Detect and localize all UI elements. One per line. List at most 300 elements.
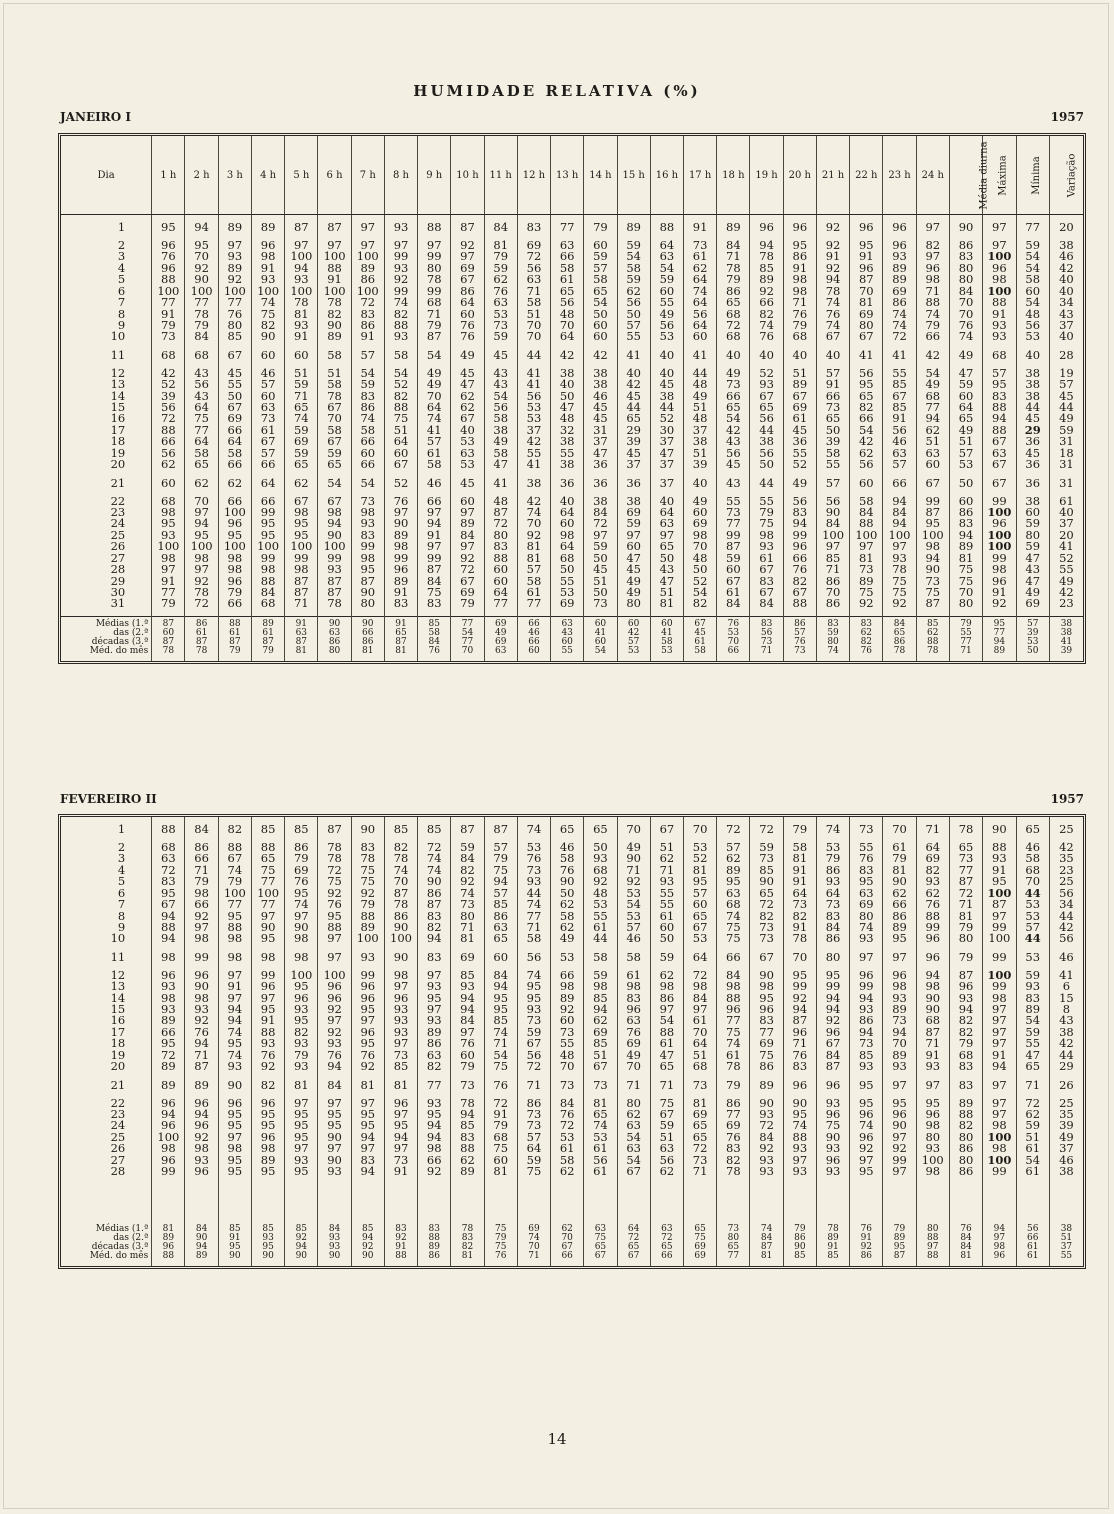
value-cell: 97 bbox=[384, 1109, 417, 1120]
value-cell: 58 bbox=[551, 853, 584, 864]
value-cell: 76 bbox=[152, 251, 185, 262]
value-cell: 73 bbox=[584, 1073, 617, 1098]
value-cell: 83 bbox=[949, 1073, 982, 1098]
value-cell: 92 bbox=[451, 240, 484, 251]
value-cell: 59 bbox=[517, 1027, 550, 1038]
column-header: 2 h bbox=[185, 136, 218, 215]
value-cell: 56 bbox=[152, 402, 185, 413]
value-cell: 96 bbox=[152, 970, 185, 981]
value-cell: 20 bbox=[1049, 530, 1083, 541]
value-cell: 58 bbox=[1016, 274, 1049, 285]
value-cell: 78 bbox=[783, 933, 816, 944]
value-cell: 97 bbox=[218, 993, 251, 1004]
value-cell: 78 bbox=[883, 564, 916, 575]
value-cell: 56 bbox=[850, 459, 883, 470]
value-cell: 58 bbox=[484, 448, 517, 459]
value-cell: 67 bbox=[816, 1038, 849, 1049]
value-cell: 97 bbox=[418, 240, 451, 251]
value-cell: 98 bbox=[983, 274, 1016, 285]
average-cell: 58 bbox=[650, 638, 683, 647]
value-cell: 73 bbox=[551, 1027, 584, 1038]
value-cell: 90 bbox=[218, 1073, 251, 1098]
value-cell: 52 bbox=[384, 379, 417, 390]
value-cell: 74 bbox=[218, 1027, 251, 1038]
value-cell: 74 bbox=[418, 853, 451, 864]
average-cell: 55 bbox=[551, 647, 584, 661]
value-cell: 78 bbox=[384, 853, 417, 864]
value-cell: 97 bbox=[983, 911, 1016, 922]
value-cell: 94 bbox=[916, 413, 949, 424]
value-cell: 94 bbox=[916, 553, 949, 564]
value-cell: 50 bbox=[551, 391, 584, 402]
value-cell: 48 bbox=[584, 888, 617, 899]
value-cell: 59 bbox=[285, 379, 318, 390]
value-cell: 95 bbox=[285, 1109, 318, 1120]
spacer-cell bbox=[816, 1184, 849, 1222]
value-cell: 94 bbox=[750, 240, 783, 251]
value-cell: 93 bbox=[816, 876, 849, 887]
value-cell: 54 bbox=[1016, 251, 1049, 262]
average-cell: 77 bbox=[983, 629, 1016, 638]
value-cell: 40 bbox=[551, 379, 584, 390]
value-cell: 98 bbox=[783, 286, 816, 297]
value-cell: 95 bbox=[850, 379, 883, 390]
value-cell: 77 bbox=[717, 1015, 750, 1026]
value-cell: 83 bbox=[484, 541, 517, 552]
day-cell: 21 bbox=[110, 475, 126, 490]
value-cell: 85 bbox=[251, 817, 284, 842]
value-cell: 40 bbox=[451, 425, 484, 436]
value-cell: 86 bbox=[451, 286, 484, 297]
value-cell: 31 bbox=[1049, 471, 1083, 496]
value-cell: 59 bbox=[1016, 541, 1049, 552]
value-cell: 98 bbox=[218, 945, 251, 970]
value-cell: 63 bbox=[850, 888, 883, 899]
value-cell: 81 bbox=[850, 553, 883, 564]
value-cell: 83 bbox=[949, 518, 982, 529]
column-header: 5 h bbox=[285, 136, 318, 215]
value-cell: 83 bbox=[617, 993, 650, 1004]
day-cell: 4 bbox=[117, 260, 126, 275]
value-cell: 84 bbox=[717, 970, 750, 981]
value-cell: 95 bbox=[517, 981, 550, 992]
value-cell: 66 bbox=[850, 413, 883, 424]
value-cell: 94 bbox=[418, 1132, 451, 1143]
value-cell: 53 bbox=[551, 1132, 584, 1143]
value-cell: 76 bbox=[717, 1132, 750, 1143]
value-cell: 99 bbox=[983, 922, 1016, 933]
value-cell: 84 bbox=[816, 1050, 849, 1061]
value-cell: 93 bbox=[584, 853, 617, 864]
value-cell: 51 bbox=[684, 1050, 717, 1061]
value-cell: 56 bbox=[551, 297, 584, 308]
value-cell: 67 bbox=[750, 564, 783, 575]
value-cell: 75 bbox=[883, 576, 916, 587]
value-cell: 42 bbox=[1049, 842, 1083, 853]
value-cell: 67 bbox=[451, 576, 484, 587]
value-cell: 42 bbox=[152, 368, 185, 379]
value-cell: 70 bbox=[517, 518, 550, 529]
value-cell: 86 bbox=[750, 1061, 783, 1072]
value-cell: 68 bbox=[717, 899, 750, 910]
value-cell: 90 bbox=[916, 564, 949, 575]
value-cell: 58 bbox=[351, 425, 384, 436]
day-cell: 5 bbox=[117, 874, 126, 889]
value-cell: 95 bbox=[883, 1098, 916, 1109]
average-cell: 82 bbox=[451, 1243, 484, 1252]
value-cell: 42 bbox=[517, 436, 550, 447]
value-cell: 52 bbox=[152, 379, 185, 390]
value-cell: 61 bbox=[418, 448, 451, 459]
value-cell: 43 bbox=[650, 564, 683, 575]
value-cell: 100 bbox=[285, 541, 318, 552]
value-cell: 69 bbox=[916, 853, 949, 864]
value-cell: 99 bbox=[185, 945, 218, 970]
value-cell: 73 bbox=[850, 1038, 883, 1049]
column-header: 15 h bbox=[617, 136, 650, 215]
value-cell: 99 bbox=[850, 981, 883, 992]
value-cell: 64 bbox=[916, 842, 949, 853]
average-cell: 97 bbox=[983, 1234, 1016, 1243]
value-cell: 52 bbox=[684, 853, 717, 864]
value-cell: 100 bbox=[983, 530, 1016, 541]
value-cell: 50 bbox=[650, 553, 683, 564]
value-cell: 38 bbox=[1016, 368, 1049, 379]
value-cell: 68 bbox=[551, 553, 584, 564]
value-cell: 76 bbox=[517, 853, 550, 864]
value-cell: 82 bbox=[384, 309, 417, 320]
average-cell: 87 bbox=[883, 1252, 916, 1266]
value-cell: 96 bbox=[251, 240, 284, 251]
value-cell: 26 bbox=[1049, 1073, 1083, 1098]
value-cell: 49 bbox=[650, 309, 683, 320]
table-row bbox=[61, 817, 1083, 842]
day-cell: 17 bbox=[110, 1024, 126, 1039]
value-cell: 90 bbox=[251, 331, 284, 342]
value-cell: 65 bbox=[650, 541, 683, 552]
value-cell: 59 bbox=[1016, 1027, 1049, 1038]
value-cell: 50 bbox=[816, 425, 849, 436]
value-cell: 79 bbox=[750, 507, 783, 518]
value-cell: 45 bbox=[451, 368, 484, 379]
value-cell: 75 bbox=[717, 922, 750, 933]
value-cell: 89 bbox=[949, 541, 982, 552]
value-cell: 96 bbox=[750, 215, 783, 241]
value-cell: 84 bbox=[816, 922, 849, 933]
value-cell: 96 bbox=[384, 564, 417, 575]
value-cell: 51 bbox=[285, 368, 318, 379]
value-cell: 94 bbox=[883, 518, 916, 529]
value-cell: 44 bbox=[684, 368, 717, 379]
value-cell: 61 bbox=[1016, 1166, 1049, 1183]
value-cell: 97 bbox=[285, 911, 318, 922]
value-cell: 78 bbox=[384, 899, 417, 910]
value-cell: 76 bbox=[617, 1027, 650, 1038]
value-cell: 90 bbox=[384, 922, 417, 933]
average-cell: 89 bbox=[185, 1252, 218, 1266]
value-cell: 49 bbox=[451, 343, 484, 368]
average-cell: 95 bbox=[983, 616, 1016, 629]
column-header: 18 h bbox=[717, 136, 750, 215]
average-cell: 65 bbox=[650, 1243, 683, 1252]
value-cell: 96 bbox=[617, 1004, 650, 1015]
value-cell: 64 bbox=[551, 541, 584, 552]
value-cell: 89 bbox=[750, 1073, 783, 1098]
value-cell: 97 bbox=[318, 1015, 351, 1026]
value-cell: 98 bbox=[185, 888, 218, 899]
value-cell: 93 bbox=[318, 564, 351, 575]
value-cell: 58 bbox=[384, 343, 417, 368]
value-cell: 83 bbox=[783, 507, 816, 518]
value-cell: 84 bbox=[451, 530, 484, 541]
value-cell: 97 bbox=[983, 1109, 1016, 1120]
value-cell: 49 bbox=[484, 436, 517, 447]
value-cell: 86 bbox=[783, 251, 816, 262]
value-cell: 89 bbox=[617, 215, 650, 241]
value-cell: 67 bbox=[617, 1166, 650, 1183]
value-cell: 98 bbox=[218, 553, 251, 564]
value-cell: 55 bbox=[218, 379, 251, 390]
value-cell: 98 bbox=[152, 993, 185, 1004]
value-cell: 53 bbox=[617, 911, 650, 922]
value-cell: 97 bbox=[251, 993, 284, 1004]
value-cell: 92 bbox=[185, 263, 218, 274]
value-cell: 83 bbox=[152, 876, 185, 887]
value-cell: 49 bbox=[783, 471, 816, 496]
value-cell: 94 bbox=[318, 518, 351, 529]
value-cell: 93 bbox=[218, 251, 251, 262]
value-cell: 84 bbox=[251, 587, 284, 598]
value-cell: 56 bbox=[584, 1155, 617, 1166]
averages-label: das (2.ª bbox=[113, 1232, 149, 1243]
average-cell: 61 bbox=[684, 638, 717, 647]
value-cell: 29 bbox=[1049, 1061, 1083, 1072]
value-cell: 72 bbox=[1016, 1098, 1049, 1109]
value-cell: 60 bbox=[152, 471, 185, 496]
value-cell: 80 bbox=[949, 263, 982, 274]
value-cell: 91 bbox=[850, 251, 883, 262]
value-cell: 81 bbox=[285, 1073, 318, 1098]
average-cell: 74 bbox=[816, 647, 849, 661]
average-cell: 65 bbox=[384, 629, 417, 638]
value-cell: 84 bbox=[717, 598, 750, 616]
value-cell: 55 bbox=[650, 297, 683, 308]
value-cell: 97 bbox=[318, 240, 351, 251]
value-cell: 65 bbox=[285, 402, 318, 413]
value-cell: 82 bbox=[783, 576, 816, 587]
value-cell: 87 bbox=[318, 817, 351, 842]
value-cell: 97 bbox=[850, 541, 883, 552]
value-cell: 38 bbox=[650, 391, 683, 402]
value-cell: 83 bbox=[750, 1015, 783, 1026]
value-cell: 65 bbox=[750, 402, 783, 413]
value-cell: 54 bbox=[351, 368, 384, 379]
value-cell: 73 bbox=[949, 853, 982, 864]
value-cell: 76 bbox=[551, 865, 584, 876]
value-cell: 71 bbox=[916, 817, 949, 842]
value-cell: 98 bbox=[152, 1143, 185, 1154]
average-cell: 90 bbox=[251, 1252, 284, 1266]
average-cell: 60 bbox=[584, 616, 617, 629]
value-cell: 97 bbox=[983, 240, 1016, 251]
value-cell: 97 bbox=[850, 1155, 883, 1166]
value-cell: 49 bbox=[1049, 1132, 1083, 1143]
value-cell: 87 bbox=[285, 576, 318, 587]
value-cell: 96 bbox=[816, 1155, 849, 1166]
value-cell: 58 bbox=[584, 274, 617, 285]
value-cell: 67 bbox=[684, 922, 717, 933]
value-cell: 99 bbox=[983, 553, 1016, 564]
value-cell: 72 bbox=[484, 1098, 517, 1109]
value-cell: 91 bbox=[883, 413, 916, 424]
value-cell: 67 bbox=[783, 587, 816, 598]
average-cell: 80 bbox=[816, 638, 849, 647]
value-cell: 43 bbox=[484, 379, 517, 390]
value-cell: 47 bbox=[1016, 553, 1049, 564]
value-cell: 97 bbox=[983, 215, 1016, 241]
value-cell: 71 bbox=[684, 1166, 717, 1183]
average-cell: 85 bbox=[351, 1222, 384, 1234]
value-cell: 44 bbox=[517, 888, 550, 899]
value-cell: 54 bbox=[650, 263, 683, 274]
value-cell: 93 bbox=[983, 853, 1016, 864]
value-cell: 92 bbox=[318, 1027, 351, 1038]
value-cell: 78 bbox=[318, 842, 351, 853]
value-cell: 96 bbox=[883, 240, 916, 251]
value-cell: 73 bbox=[717, 379, 750, 390]
averages-row bbox=[61, 647, 1083, 661]
value-cell: 53 bbox=[584, 899, 617, 910]
value-cell: 59 bbox=[949, 379, 982, 390]
value-cell: 53 bbox=[1016, 899, 1049, 910]
value-cell: 74 bbox=[218, 865, 251, 876]
value-cell: 34 bbox=[1049, 297, 1083, 308]
value-cell: 41 bbox=[1049, 541, 1083, 552]
value-cell: 85 bbox=[584, 993, 617, 1004]
value-cell: 55 bbox=[551, 576, 584, 587]
average-cell: 61 bbox=[1016, 1243, 1049, 1252]
average-cell: 88 bbox=[418, 1234, 451, 1243]
value-cell: 42 bbox=[1049, 587, 1083, 598]
average-cell: 79 bbox=[783, 1222, 816, 1234]
value-cell: 69 bbox=[783, 402, 816, 413]
average-cell: 38 bbox=[1049, 629, 1083, 638]
value-cell: 49 bbox=[551, 933, 584, 944]
average-cell: 87 bbox=[152, 616, 185, 629]
value-cell: 97 bbox=[351, 240, 384, 251]
value-cell: 97 bbox=[351, 215, 384, 241]
value-cell: 49 bbox=[418, 379, 451, 390]
value-cell: 83 bbox=[949, 251, 982, 262]
value-cell: 95 bbox=[850, 876, 883, 887]
value-cell: 74 bbox=[816, 320, 849, 331]
spacer-cell bbox=[783, 1184, 816, 1222]
value-cell: 59 bbox=[650, 945, 683, 970]
averages-row bbox=[61, 1252, 1083, 1266]
value-cell: 82 bbox=[285, 1027, 318, 1038]
value-cell: 92 bbox=[750, 1143, 783, 1154]
value-cell: 67 bbox=[384, 459, 417, 470]
day-cell: 27 bbox=[110, 1152, 126, 1167]
value-cell: 97 bbox=[384, 981, 417, 992]
value-cell: 88 bbox=[650, 215, 683, 241]
value-cell: 66 bbox=[351, 459, 384, 470]
value-cell: 96 bbox=[783, 541, 816, 552]
value-cell: 100 bbox=[152, 541, 185, 552]
value-cell: 53 bbox=[484, 309, 517, 320]
value-cell: 89 bbox=[418, 1027, 451, 1038]
average-cell: 74 bbox=[750, 1222, 783, 1234]
value-cell: 86 bbox=[717, 286, 750, 297]
value-cell: 97 bbox=[916, 215, 949, 241]
value-cell: 49 bbox=[418, 368, 451, 379]
value-cell: 87 bbox=[185, 1061, 218, 1072]
value-cell: 55 bbox=[1016, 1038, 1049, 1049]
value-cell: 99 bbox=[783, 981, 816, 992]
value-cell: 55 bbox=[783, 448, 816, 459]
value-cell: 75 bbox=[750, 518, 783, 529]
value-cell: 76 bbox=[850, 853, 883, 864]
value-cell: 83 bbox=[351, 530, 384, 541]
value-cell: 91 bbox=[684, 215, 717, 241]
value-cell: 71 bbox=[484, 1038, 517, 1049]
average-cell: 79 bbox=[484, 1234, 517, 1243]
average-cell: 38 bbox=[1049, 616, 1083, 629]
value-cell: 59 bbox=[717, 553, 750, 564]
value-cell: 93 bbox=[418, 1098, 451, 1109]
value-cell: 30 bbox=[650, 425, 683, 436]
value-cell: 80 bbox=[351, 598, 384, 616]
value-cell: 95 bbox=[152, 888, 185, 899]
value-cell: 96 bbox=[816, 1073, 849, 1098]
value-cell: 54 bbox=[684, 587, 717, 598]
value-cell: 46 bbox=[883, 436, 916, 447]
value-cell: 69 bbox=[684, 518, 717, 529]
value-cell: 53 bbox=[949, 459, 982, 470]
value-cell: 97 bbox=[384, 507, 417, 518]
value-cell: 64 bbox=[185, 436, 218, 447]
value-cell: 85 bbox=[883, 402, 916, 413]
value-cell: 64 bbox=[783, 888, 816, 899]
value-cell: 85 bbox=[850, 1050, 883, 1061]
value-cell: 83 bbox=[351, 1155, 384, 1166]
value-cell: 71 bbox=[617, 865, 650, 876]
value-cell: 62 bbox=[451, 391, 484, 402]
average-cell: 71 bbox=[517, 1252, 550, 1266]
value-cell: 67 bbox=[152, 899, 185, 910]
header-row bbox=[61, 136, 1083, 215]
average-cell: 81 bbox=[451, 1252, 484, 1266]
value-cell: 96 bbox=[883, 215, 916, 241]
average-cell: 91 bbox=[850, 1234, 883, 1243]
value-cell: 55 bbox=[883, 368, 916, 379]
value-cell: 67 bbox=[983, 471, 1016, 496]
value-cell: 100 bbox=[285, 286, 318, 297]
value-cell: 71 bbox=[916, 286, 949, 297]
day-cell: 18 bbox=[110, 434, 126, 449]
value-cell: 74 bbox=[451, 888, 484, 899]
value-cell: 41 bbox=[517, 368, 550, 379]
value-cell: 25 bbox=[1049, 817, 1083, 842]
value-cell: 95 bbox=[783, 240, 816, 251]
value-cell: 94 bbox=[883, 496, 916, 507]
value-cell: 96 bbox=[750, 1004, 783, 1015]
value-cell: 56 bbox=[783, 496, 816, 507]
value-cell: 53 bbox=[816, 842, 849, 853]
value-cell: 79 bbox=[783, 320, 816, 331]
value-cell: 95 bbox=[983, 379, 1016, 390]
value-cell: 89 bbox=[152, 1015, 185, 1026]
